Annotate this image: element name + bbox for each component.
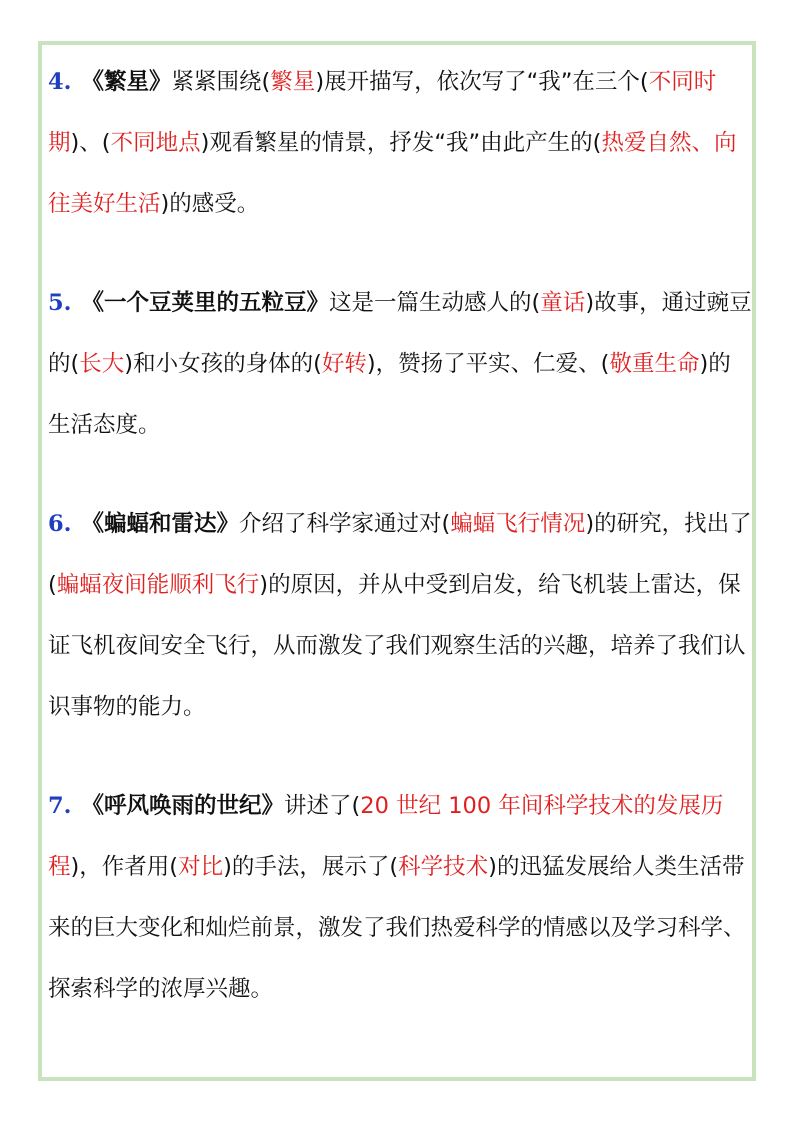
item-text: )的原因，并从中受到启发，给飞机装上雷达，保证飞机夜间安全飞行，从而激发了我们观察生活的兴趣，培养了我们认识事物的能力。 bbox=[48, 572, 746, 720]
item-answer: 好转 bbox=[321, 351, 367, 377]
item-answer: 长大 bbox=[79, 351, 125, 377]
item-text: )，赞扬了平实、仁爱、( bbox=[366, 351, 610, 377]
item-answer: 童话 bbox=[540, 290, 586, 316]
item-text: )的生活态度。 bbox=[48, 351, 731, 438]
item-answer: 蝙蝠夜间能顺利飞行 bbox=[56, 572, 260, 598]
item-text: )的手法，展示了( bbox=[223, 854, 399, 880]
item-5 bbox=[48, 273, 753, 456]
item-text: 讲述了( bbox=[284, 793, 361, 819]
item-text: )和小女孩的身体的( bbox=[124, 351, 322, 377]
item-6 bbox=[48, 494, 753, 738]
item-answer: 不同时期 bbox=[48, 69, 717, 156]
item-text: )的研究，找出了( bbox=[48, 511, 752, 598]
item-text: )展开描写，依次写了“我”在三个( bbox=[315, 69, 649, 95]
item-text: )的迅猛发展给人类生活带来的巨大变化和灿烂前景，激发了我们热爱科学的情感以及学习科学、探索科学的浓厚兴趣。 bbox=[48, 854, 746, 1002]
item-text: 介绍了科学家通过对( bbox=[239, 511, 451, 537]
item-number: 4. bbox=[48, 69, 72, 95]
item-answer: 热爱自然、向往美好生活 bbox=[48, 130, 737, 217]
item-4 bbox=[48, 52, 753, 235]
item-answer: 敬重生命 bbox=[609, 351, 700, 377]
item-answer: 科学技术 bbox=[398, 854, 489, 880]
item-text: )的感受。 bbox=[160, 191, 260, 217]
item-text: )故事，通过豌豆的( bbox=[48, 290, 752, 377]
item-answer: 不同地点 bbox=[110, 130, 201, 156]
item-title: 《一个豆荚里的五粒豆》 bbox=[81, 290, 330, 316]
item-text: )、( bbox=[70, 130, 111, 156]
item-number: 5. bbox=[48, 290, 72, 316]
item-number: 6. bbox=[48, 511, 72, 537]
item-7 bbox=[48, 776, 753, 1020]
item-answer: 繁星 bbox=[270, 69, 316, 95]
item-number: 7. bbox=[48, 793, 72, 819]
item-title: 《繁星》 bbox=[81, 69, 172, 95]
item-title: 《蝙蝠和雷达》 bbox=[81, 511, 240, 537]
item-text: )，作者用( bbox=[70, 854, 179, 880]
item-title: 《呼风唤雨的世纪》 bbox=[81, 793, 285, 819]
item-text: 紧紧围绕( bbox=[171, 69, 271, 95]
item-answer: 20 世纪 100 年间科学技术的发展历程 bbox=[48, 793, 724, 880]
item-answer: 蝙蝠飞行情况 bbox=[450, 511, 586, 537]
item-answer: 对比 bbox=[178, 854, 224, 880]
item-text: )观看繁星的情景，抒发“我”由此产生的( bbox=[200, 130, 602, 156]
content-area bbox=[48, 52, 753, 1058]
item-text: 这是一篇生动感人的( bbox=[329, 290, 541, 316]
